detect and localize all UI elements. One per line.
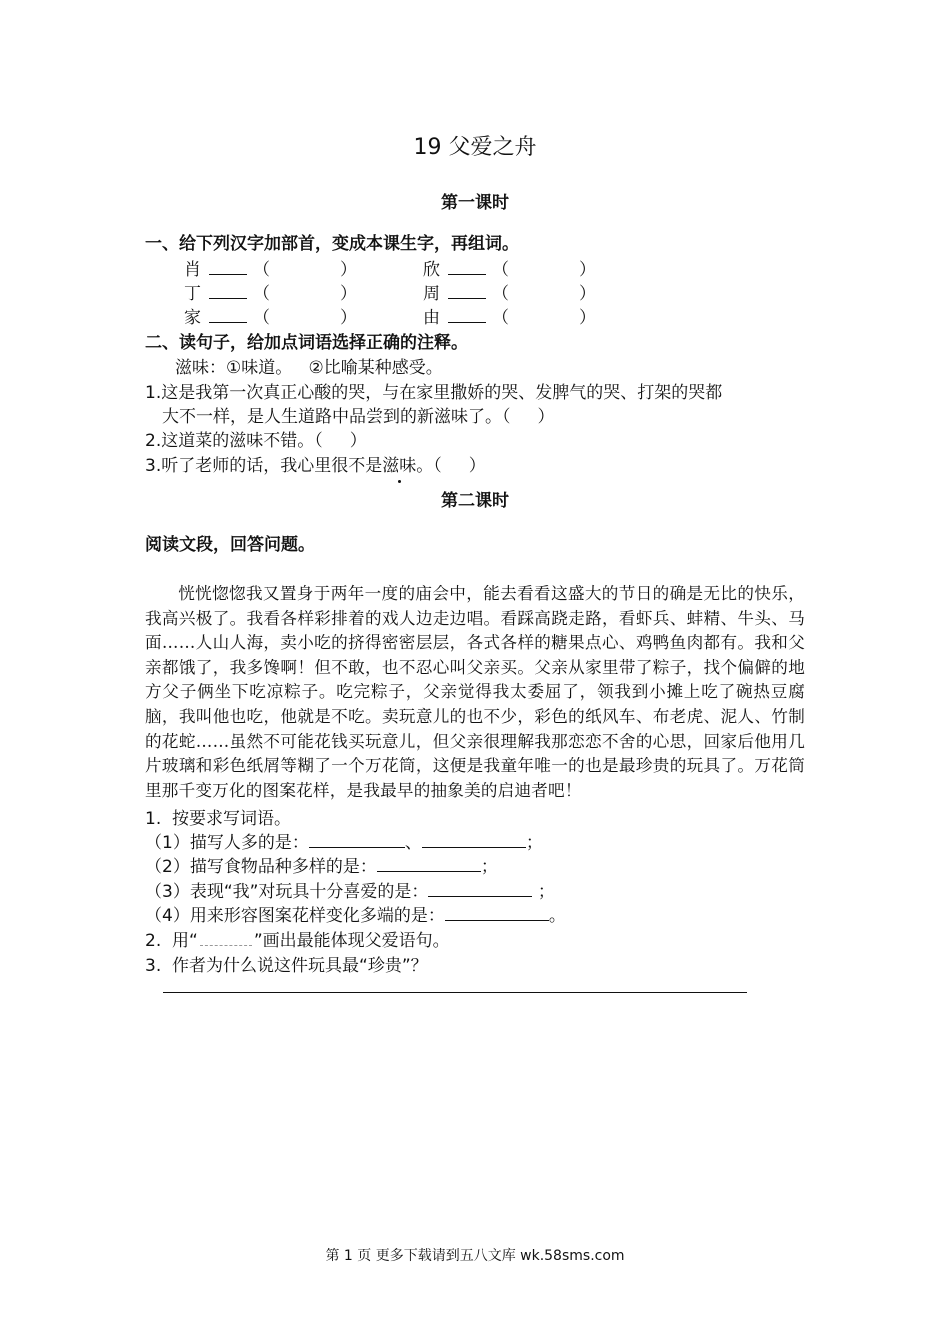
q1c-end: ； (532, 882, 555, 902)
q1a-separator: 、 (404, 833, 422, 853)
paren-open: （ (253, 260, 270, 280)
q1a-end: ； (525, 833, 543, 853)
paren-open: （ (253, 308, 270, 328)
q1d-label: （4）用来形容图案花样变化多端的是： (145, 906, 445, 926)
char-right-3: 由 (423, 308, 440, 328)
section1-heading: 一、给下列汉字加部首，变成本课生字，再组词。 (145, 234, 519, 254)
paren-open: （ (492, 260, 509, 280)
paren-close: ） (340, 284, 357, 304)
char-left-3: 家 (184, 308, 201, 328)
answer-line[interactable] (163, 992, 747, 993)
reading-heading: 阅读文段，回答问题。 (145, 535, 315, 555)
answer-blank[interactable] (445, 906, 549, 921)
lesson-two-heading: 第二课时 (441, 491, 509, 511)
radical-blank[interactable] (209, 308, 247, 323)
q1b-end: ； (480, 857, 498, 877)
paren-close: ） (340, 308, 357, 328)
reading-question-1: 1. 按要求写词语。 (145, 809, 292, 829)
char-row-2 (184, 279, 357, 304)
page-title: 19 父爱之舟 (413, 135, 537, 160)
q1d-end: 。 (548, 906, 566, 926)
paren-open: （ (253, 284, 270, 304)
paren-close: ） (579, 308, 596, 328)
char-right-1: 欣 (423, 260, 440, 280)
lesson-one-heading: 第一课时 (441, 193, 509, 213)
answer-blank[interactable] (377, 857, 481, 872)
wavy-line-sample (200, 935, 252, 946)
radical-blank[interactable] (448, 308, 486, 323)
char-row-3 (184, 303, 357, 328)
paren-open: （ (492, 308, 509, 328)
q1b-label: （2）描写食物品种多样的是： (145, 857, 377, 877)
page-footer: 第 1 页 更多下载请到五八文库 wk.58sms.com (325, 1248, 625, 1264)
question-1-line2: 大不一样，是人生道路中品尝到的新滋味了。（ ） (162, 407, 555, 427)
reading-q1a (145, 828, 543, 853)
radical-blank[interactable] (209, 284, 247, 299)
q1c-label: （3）表现“我”对玩具十分喜爱的是： (145, 882, 429, 902)
question-1-line1: 1.这是我第一次真正心酸的哭，与在家里撒娇的哭、发脾气的哭、打架的哭都 (145, 383, 723, 403)
reading-q1d (145, 901, 566, 926)
reading-question-2 (145, 926, 450, 951)
question-3-prefix: 3.听了老师的话，我心里很不是 (145, 456, 383, 476)
question-3 (145, 451, 486, 476)
char-row-2-right (423, 279, 596, 304)
char-right-2: 周 (423, 284, 440, 304)
question-2: 2.这道菜的滋味不错。（ ） (145, 431, 367, 451)
char-row-3-right (423, 303, 596, 328)
radical-blank[interactable] (209, 260, 247, 275)
reading-question-3: 3. 作者为什么说这件玩具最“珍贵”？ (145, 956, 428, 976)
reading-passage: 恍恍惚惚我又置身于两年一度的庙会中，能去看看这盛大的节日的确是无比的快乐，我高兴极了。我看各样彩排着的戏人边走边唱。看踩高跷走路，看虾兵、蚌精、牛头、马面……人山人海，卖小吃的挤得密密层层，各式各样的糖果点心、鸡鸭鱼肉都有。我和父亲都饿了，我多馋啊！但不敢，也不忍心叫父亲买。父亲从家里带了粽子，找个偏僻的地方父子俩坐下吃凉粽子。吃完粽子，父亲觉得我太委屈了，领我到小摊上吃了碗热豆腐脑，我叫他也吃，他就是不吃。卖玩意儿的也不少，彩色的纸风车、布老虎、泥人、竹制的花蛇……虽然不可能花钱买玩意儿，但父亲很理解我那恋恋不舍的心思，回家后他用几片玻璃和彩色纸屑等糊了一个万花筒，这便是我童年唯一的也是最珍贵的玩具了。万花筒里那千变万化的图案花样，是我最早的抽象美的启迪者吧！ (145, 584, 805, 800)
answer-blank[interactable] (428, 882, 532, 897)
paren-open: （ (492, 284, 509, 304)
paren-close: ） (340, 260, 357, 280)
paren-close: ） (579, 260, 596, 280)
q2-prefix: 2. 用“ (145, 931, 198, 951)
char-row-1-right (423, 255, 596, 280)
answer-blank[interactable] (309, 833, 405, 848)
answer-blank[interactable] (422, 833, 526, 848)
paren-close: ） (579, 284, 596, 304)
section2-heading: 二、读句子，给加点词语选择正确的注释。 (145, 333, 468, 353)
char-left-1: 肖 (184, 260, 201, 280)
radical-blank[interactable] (448, 284, 486, 299)
reading-q1b (145, 852, 498, 877)
char-left-2: 丁 (184, 284, 201, 304)
q2-suffix: ”画出最能体现父爱语句。 (253, 931, 450, 951)
q1a-label: （1）描写人多的是： (145, 833, 309, 853)
radical-blank[interactable] (448, 260, 486, 275)
dotted-word: 滋味 (382, 456, 417, 476)
question-3-suffix: 。（ ） (416, 456, 486, 476)
char-row-1 (184, 255, 357, 280)
definition-line: 滋味：①味道。 ②比喻某种感受。 (175, 358, 443, 378)
reading-q1c (145, 877, 555, 902)
